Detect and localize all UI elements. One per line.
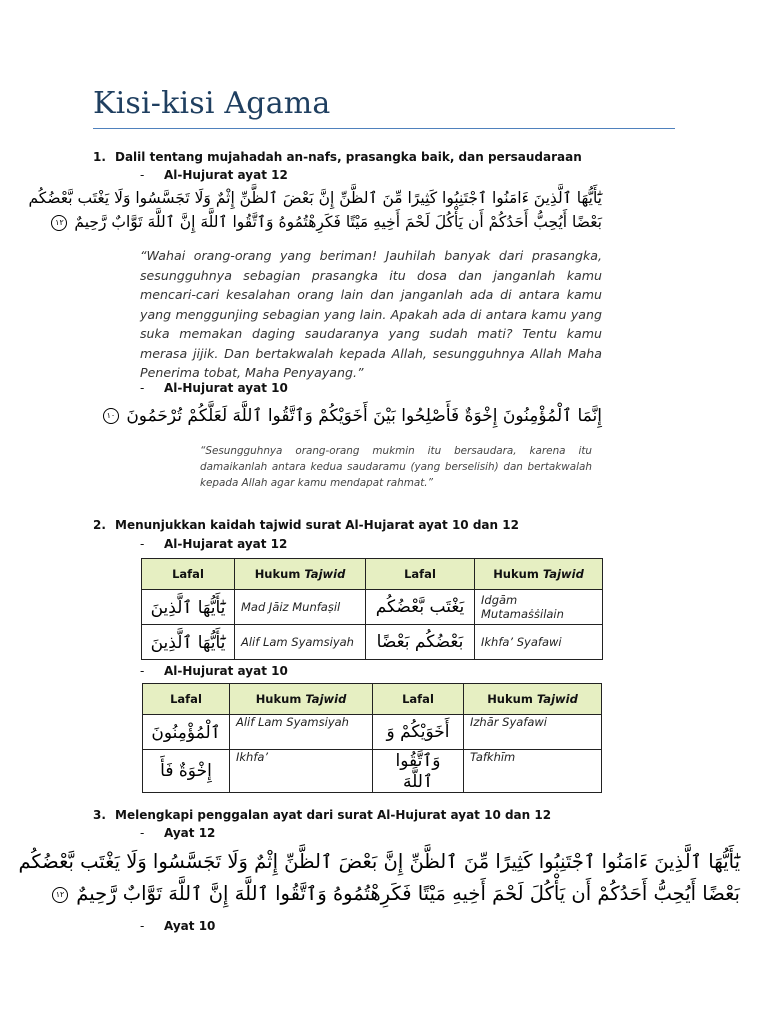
header-italic-text: Tajwid <box>304 567 346 581</box>
list-dash: - <box>140 826 145 840</box>
hukum-cell: Alif Lam Syamsiyah <box>230 715 373 750</box>
column-header-hukum <box>235 559 366 590</box>
arabic-line-with-mark <box>55 878 740 910</box>
sub-item-label: Ayat 10 <box>164 919 216 933</box>
header-text: Hukum <box>487 692 537 706</box>
arabic-line: بَعْضًا أَيُحِبُّ أَحَدُكُمْ أَن يَأْكُلَ لَحْمَ أَخِيهِ مَيْتًا فَكَرِهْتُمُوهُ وَٱتَّقُوا ٱللَّهَ إِنَّ ٱللَّهَ تَوَّابٌ رَّحِيمٌ <box>76 882 740 905</box>
list-dash: - <box>140 381 145 395</box>
column-header-hukum <box>464 684 602 715</box>
section-1-heading <box>93 150 582 164</box>
ayah-number-mark: ١٢ <box>51 215 67 231</box>
header-text: Hukum <box>493 567 543 581</box>
header-text: Hukum <box>255 692 306 706</box>
tajwid-table-ayat-12 <box>141 558 603 660</box>
header-italic-text: Tajwid <box>542 567 584 581</box>
hukum-cell: Mad Jāiz Munfaṣil <box>235 590 366 625</box>
hukum-cell: Idgām Mutamaṡṡilain <box>475 590 603 625</box>
header-italic-text: Tajwid <box>305 692 347 706</box>
sub-item-label: Al-Hujurat ayat 10 <box>164 381 288 395</box>
table-row <box>142 625 603 660</box>
sub-item-ayat-12 <box>140 826 215 840</box>
section-2-heading <box>93 518 519 532</box>
sub-item-label: Al-Hujurat ayat 12 <box>164 168 288 182</box>
list-dash: - <box>140 537 145 551</box>
section-number: 3. <box>93 808 106 822</box>
section-heading-text: Melengkapi penggalan ayat dari surat Al-Hujurat ayat 10 dan 12 <box>115 808 552 822</box>
column-header-lafal: Lafal <box>143 684 230 715</box>
sub-item-hujurat-12 <box>140 168 288 182</box>
lafal-cell: أَخَوَيْكُمْ وَ <box>373 715 464 750</box>
ayah-number-mark: ١٢ <box>52 887 68 903</box>
arabic-line: يَٰٓأَيُّهَا ٱلَّذِينَ ءَامَنُوا ٱجْتَنِبُوا كَثِيرًا مِّنَ ٱلظَّنِّ إِنَّ بَعْضَ ٱلظَّنِّ إِثْمٌ وَلَا تَجَسَّسُوا وَلَا يَغْتَب بَّعْضُكُم <box>18 850 740 873</box>
section-heading-text: Dalil tentang mujahadah an-nafs, prasangka baik, dan persaudaraan <box>115 150 582 164</box>
column-header-hukum <box>230 684 373 715</box>
table-header-row <box>143 684 602 715</box>
column-header-lafal: Lafal <box>373 684 464 715</box>
ayah-number-mark: ١٠ <box>103 408 119 424</box>
arabic-line: يَٰٓأَيُّهَا ٱلَّذِينَ ءَامَنُوا ٱجْتَنِبُوا كَثِيرًا مِّنَ ٱلظَّنِّ إِنَّ بَعْضَ ٱلظَّنِّ إِثْمٌ وَلَا تَجَسَّسُوا وَلَا يَغْتَب بَّعْضُكُم <box>28 189 602 207</box>
section-3-heading <box>93 808 551 822</box>
list-dash: - <box>140 168 145 182</box>
arabic-line-with-mark <box>55 210 602 234</box>
arabic-line: إِنَّمَا ٱلْمُؤْمِنُونَ إِخْوَةٌ فَأَصْلِحُوا بَيْنَ أَخَوَيْكُمْ وَٱتَّقُوا ٱللَّهَ لَعَلَّكُمْ تُرْحَمُونَ <box>126 406 602 426</box>
hukum-cell: Ikhfa’ Syafawi <box>475 625 603 660</box>
section-number: 2. <box>93 518 106 532</box>
header-text: Hukum <box>254 567 305 581</box>
tajwid-table-ayat-10 <box>142 683 602 793</box>
lafal-cell: ٱلْمُؤْمِنُونَ <box>143 715 230 750</box>
list-dash: - <box>140 664 145 678</box>
page-title: Kisi-kisi Agama <box>93 86 331 121</box>
table-header-row <box>142 559 603 590</box>
list-dash: - <box>140 919 145 933</box>
section-heading-text: Menunjukkan kaidah tajwid surat Al-Hujarat ayat 10 dan 12 <box>115 518 519 532</box>
header-italic-text: Tajwid <box>536 692 578 706</box>
sub-item-label: Al-Hujarat ayat 12 <box>164 537 288 551</box>
hukum-cell: Tafkhīm <box>464 750 602 793</box>
sub-item-ayat-10 <box>140 919 215 933</box>
hukum-cell: Izhār Syafawi <box>464 715 602 750</box>
table-row <box>143 715 602 750</box>
lafal-cell: يَٰٓأَيُّهَا ٱلَّذِينَ <box>142 590 235 625</box>
column-header-lafal: Lafal <box>142 559 235 590</box>
sub-item-label: Ayat 12 <box>164 826 216 840</box>
translation-12: “Wahai orang-orang yang beriman! Jauhilah banyak dari prasangka, sesungguhnya sebagian prasangka itu dosa dan janganlah kamu mencari-cari kesalahan orang lain dan janganlah ada di antara kamu yang menggunjing sebagian yang lain. Apakah ada di antara kamu yang suka memakan daging saudaranya yang sudah mati? Tentu kamu merasa jijik. Dan bertakwalah kepada Allah, sesungguhnya Allah Maha Penerima tobat, Maha Penyayang.” <box>140 248 602 380</box>
sub-item-hujurat-10 <box>140 381 288 395</box>
arabic-verse-12 <box>28 186 602 234</box>
column-header-lafal: Lafal <box>366 559 475 590</box>
lafal-cell: يَغْتَب بَّعْضُكُم <box>366 590 475 625</box>
arabic-line: بَعْضًا أَيُحِبُّ أَحَدُكُمْ أَن يَأْكُلَ لَحْمَ أَخِيهِ مَيْتًا فَكَرِهْتُمُوهُ وَٱتَّقُوا ٱللَّهَ إِنَّ ٱللَّهَ تَوَّابٌ رَّحِيمٌ <box>74 213 602 231</box>
table-row <box>143 750 602 793</box>
lafal-cell: إِخْوَةٌ فَأَ <box>143 750 230 793</box>
title-divider <box>93 128 675 129</box>
arabic-verse-12-full <box>18 846 740 910</box>
column-header-hukum <box>475 559 603 590</box>
sub-item-hujurat-10-table <box>140 664 288 678</box>
table-row <box>142 590 603 625</box>
arabic-verse-10 <box>106 402 602 430</box>
lafal-cell: يَٰٓأَيُّهَا ٱلَّذِينَ <box>142 625 235 660</box>
section-number: 1. <box>93 150 106 164</box>
translation-10: “Sesungguhnya orang-orang mukmin itu bersaudara, karena itu damaikanlah antara kedua saudaramu (yang berselisih) dan bertakwalah kepada Allah agar kamu mendapat rahmat.” <box>200 445 592 489</box>
sub-item-hujarat-12 <box>140 537 287 551</box>
hukum-cell: Ikhfa’ <box>230 750 373 793</box>
hukum-cell: Alif Lam Syamsiyah <box>235 625 366 660</box>
lafal-cell: بَعْضُكُم بَعْضًا <box>366 625 475 660</box>
lafal-cell: وَٱتَّقُوا ٱللَّهَ <box>373 750 464 793</box>
sub-item-label: Al-Hujurat ayat 10 <box>164 664 288 678</box>
